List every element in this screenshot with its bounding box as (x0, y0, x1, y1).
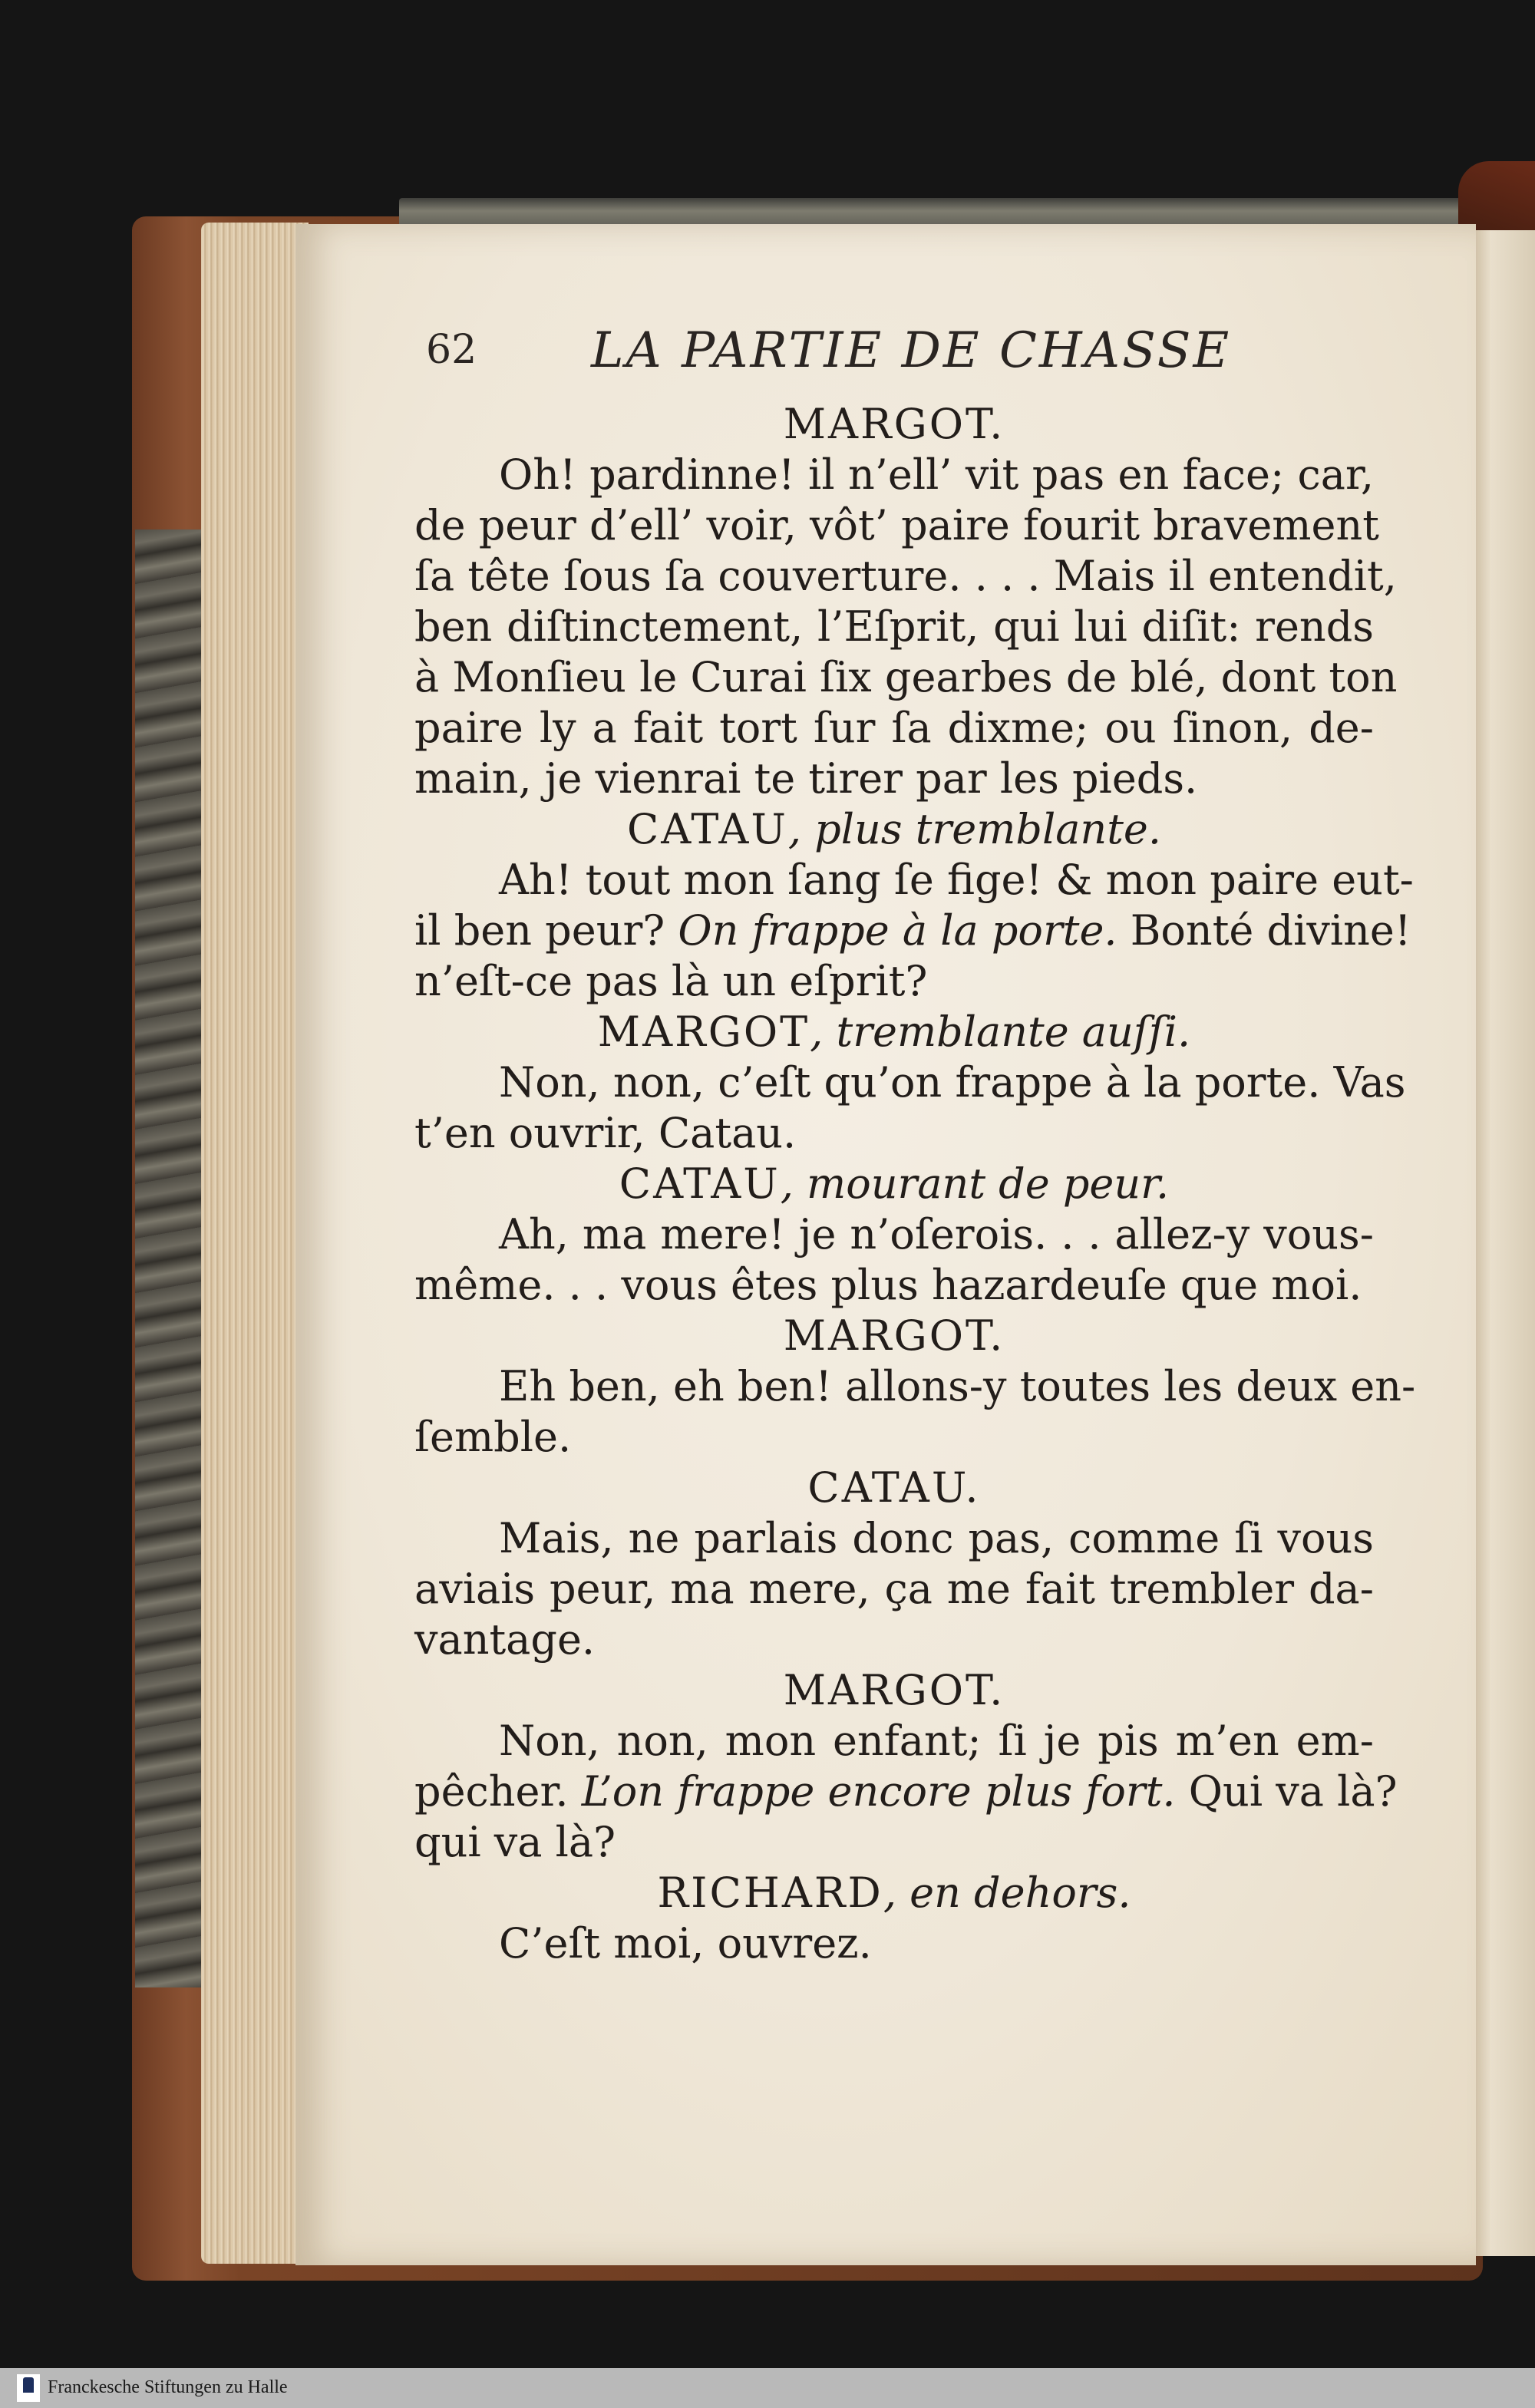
speaker-name: CATAU (619, 1159, 781, 1208)
stage-direction: On frappe à la porte. (678, 906, 1117, 955)
stage-direction: , en dehors. (883, 1869, 1131, 1917)
stage-direction: , tremblante auſſi. (810, 1008, 1191, 1056)
text-fragment: pêcher. (414, 1767, 582, 1816)
text-line (414, 905, 1411, 956)
text-line: qui va là? (414, 1818, 616, 1866)
text-line: t’en ouvrir, Catau. (414, 1109, 797, 1157)
speaker-heading (414, 1007, 1374, 1057)
text-line: Ah! tout mon ſang ſe fige! & mon paire eut- (499, 856, 1414, 904)
text-line: aviais peur, ma mere, ça me fait trembler da- (414, 1565, 1374, 1613)
text-line: Mais, ne parlais donc pas, comme ſi vous (499, 1514, 1374, 1562)
speaker-name: CATAU (626, 805, 788, 853)
speaker-heading (414, 1463, 1374, 1513)
text-fragment: Bonté divine! (1117, 906, 1411, 955)
footer-bar (0, 2368, 1535, 2408)
speaker-heading (414, 1159, 1374, 1209)
speaker-name: MARGOT (597, 1008, 810, 1056)
speaker-name: MARGOT. (783, 1666, 1005, 1714)
stage-direction: L’on frappe encore plus fort. (581, 1767, 1176, 1816)
text-line: C’eſt moi, ouvrez. (499, 1919, 872, 1968)
text-line: ben diſtinctement, l’Eſprit, qui lui diſit: rends (414, 602, 1374, 651)
speaker-heading (414, 1868, 1374, 1918)
speaker-name: RICHARD (657, 1869, 883, 1917)
speaker-name: MARGOT. (783, 400, 1005, 448)
text-line: main, je vienrai te tirer par les pieds. (414, 754, 1198, 803)
marbled-cover-edge (135, 529, 212, 1987)
text-line: Ah, ma mere! je n’oſerois. . . allez-y vous- (499, 1210, 1374, 1258)
speaker-name: CATAU. (807, 1463, 981, 1512)
text-line: n’eſt-ce pas là un eſprit? (414, 957, 928, 1005)
text-line (414, 1766, 1398, 1817)
text-line: ſa tête ſous ſa couverture. . . . Mais il entendit, (414, 552, 1397, 600)
stage-direction: , plus tremblante. (787, 805, 1162, 853)
text-line: paire ly a fait tort ſur ſa dixme; ou ſinon, de- (414, 704, 1374, 752)
text-line: à Monſieu le Curai ſix gearbes de blé, dont ton (414, 653, 1398, 701)
text-line: Non, non, c’eſt qu’on frappe à la porte. Vas (499, 1058, 1406, 1107)
page-number: 62 (426, 327, 477, 373)
speaker-name: MARGOT. (783, 1311, 1005, 1360)
footer-institution: Franckesche Stiftungen zu Halle (48, 2377, 288, 2397)
page-stack (201, 223, 309, 2264)
speaker-heading (414, 399, 1374, 450)
text-line: de peur d’ell’ voir, vôt’ paire fourit bravement (414, 501, 1379, 549)
play-text (414, 399, 1416, 1969)
speaker-heading (414, 1665, 1374, 1716)
text-line: Oh! pardinne! il n’ell’ vit pas en face; car, (499, 450, 1374, 499)
text-line: vantage. (414, 1615, 596, 1664)
running-head (426, 322, 1270, 384)
facing-page-edge (1472, 230, 1535, 2256)
text-line: ſemble. (414, 1413, 572, 1461)
speaker-heading (414, 1311, 1374, 1361)
text-line: Eh ben, eh ben! allons-y toutes les deux en- (499, 1362, 1416, 1410)
text-line: Non, non, mon enfant; ſi je pis m’en em- (499, 1717, 1374, 1765)
text-fragment: Qui va là? (1175, 1767, 1398, 1816)
running-title: LA PARTIE DE CHASSE (591, 322, 1232, 379)
institution-logo-icon (17, 2374, 40, 2402)
stage-direction: , mourant de peur. (780, 1159, 1170, 1208)
text-fragment: il ben peur? (414, 906, 678, 955)
text-line: même. . . vous êtes plus hazardeuſe que moi. (414, 1261, 1362, 1309)
speaker-heading (414, 804, 1374, 855)
